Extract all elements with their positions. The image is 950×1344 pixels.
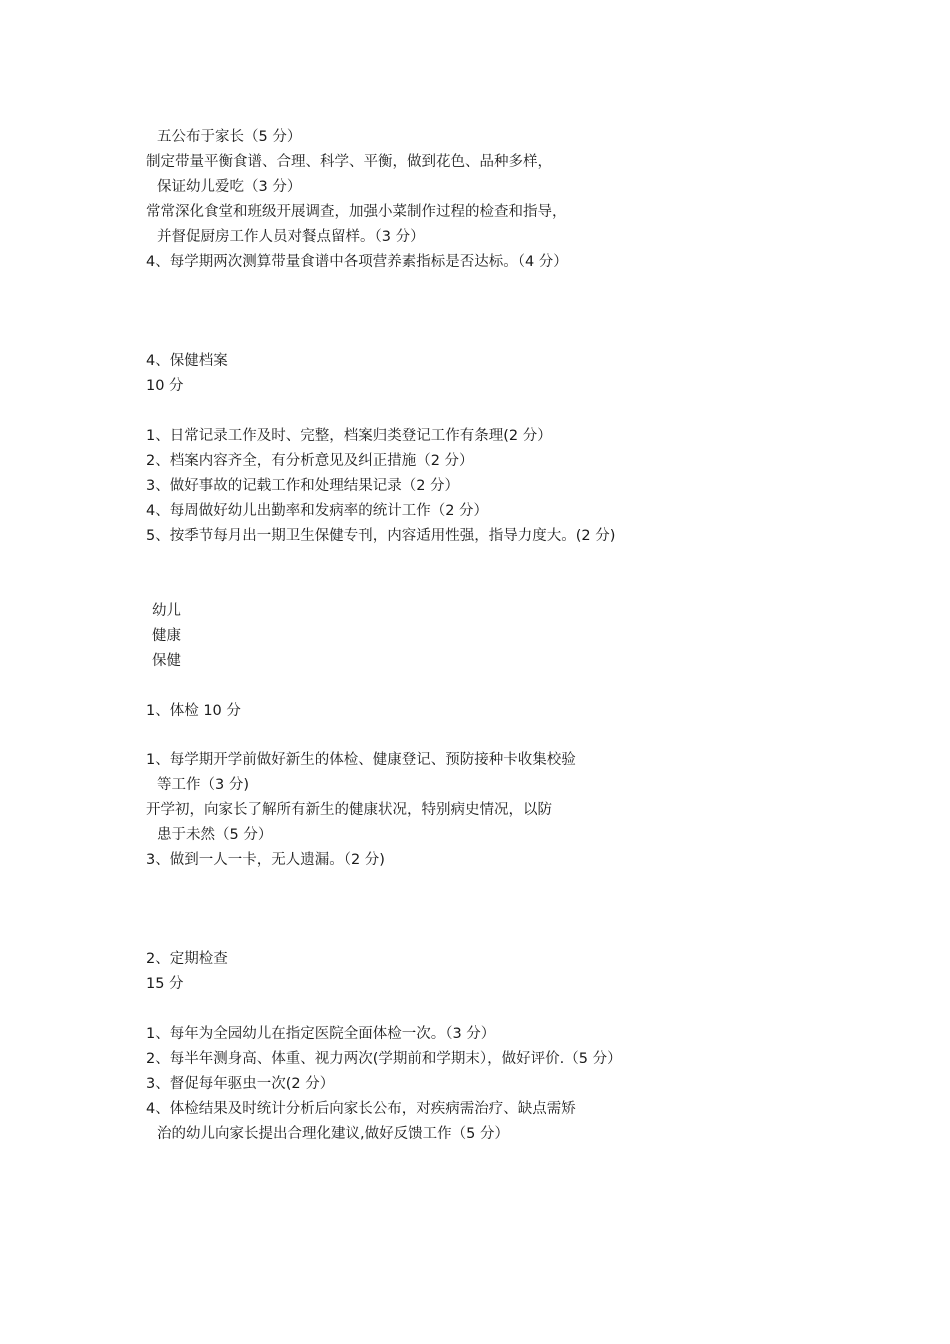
list-item-continuation: 患于未然（5 分） (157, 827, 273, 843)
category-label: 保健 (152, 653, 181, 669)
section-heading: 2、定期检查 (146, 951, 228, 967)
section-score: 15 分 (146, 976, 184, 992)
list-item: 4、体检结果及时统计分析后向家长公布，对疾病需治疗、缺点需矫 (146, 1101, 576, 1117)
text-line: 4、每学期两次测算带量食谱中各项营养素指标是否达标。（4 分） (146, 254, 568, 270)
list-item: 4、每周做好幼儿出勤率和发病率的统计工作（2 分） (146, 503, 489, 519)
category-label: 幼儿 (152, 603, 181, 619)
list-item: 2、档案内容齐全，有分析意见及纠正措施（2 分） (146, 453, 474, 469)
list-item: 1、每年为全园幼儿在指定医院全面体检一次。（3 分） (146, 1026, 496, 1042)
list-item: 3、做好事故的记载工作和处理结果记录（2 分） (146, 478, 460, 494)
text-line: 常常深化食堂和班级开展调查，加强小菜制作过程的检查和指导， (146, 204, 567, 220)
text-line: 制定带量平衡食谱、合理、科学、平衡，做到花色、品种多样， (146, 154, 552, 170)
list-item: 1、每学期开学前做好新生的体检、健康登记、预防接种卡收集校验 (146, 752, 576, 768)
list-item-continuation: 治的幼儿向家长提出合理化建议,做好反馈工作（5 分） (157, 1126, 509, 1142)
category-label: 健康 (152, 628, 181, 644)
text-line: 五公布于家长（5 分） (157, 129, 302, 145)
text-line: 并督促厨房工作人员对餐点留样。（3 分） (157, 229, 425, 245)
list-item: 开学初，向家长了解所有新生的健康状况，特别病史情况，以防 (146, 802, 552, 818)
text-line: 保证幼儿爱吃（3 分） (157, 179, 302, 195)
list-item: 3、督促每年驱虫一次(2 分） (146, 1076, 335, 1092)
list-item: 3、做到一人一卡，无人遗漏。（2 分) (146, 852, 385, 868)
list-item: 2、每半年测身高、体重、视力两次(学期前和学期末），做好评价.（5 分） (146, 1051, 622, 1067)
list-item: 5、按季节每月出一期卫生保健专刊，内容适用性强，指导力度大。(2 分) (146, 528, 616, 544)
section-heading: 4、保健档案 (146, 353, 228, 369)
list-item-continuation: 等工作（3 分) (157, 777, 249, 793)
list-item: 1、日常记录工作及时、完整，档案归类登记工作有条理(2 分） (146, 428, 552, 444)
section-score: 10 分 (146, 378, 184, 394)
section-heading: 1、体检 10 分 (146, 703, 241, 719)
